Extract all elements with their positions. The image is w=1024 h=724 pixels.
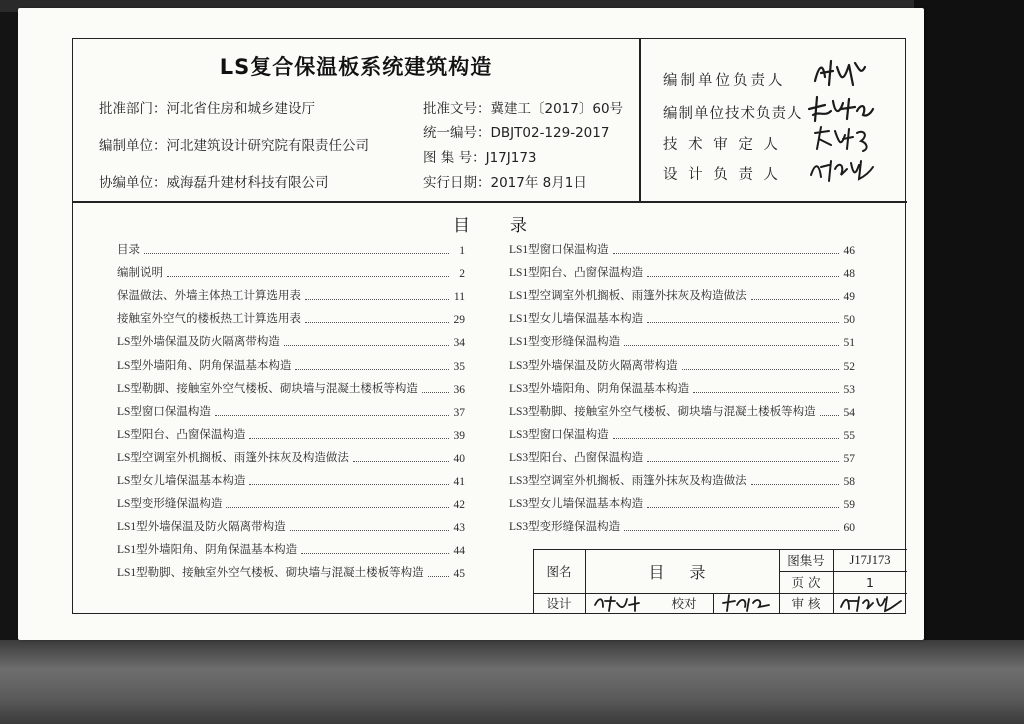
toc-entry-page: 48 xyxy=(843,268,855,281)
page-number-value: 1 xyxy=(866,574,874,590)
toc-entry-page: 41 xyxy=(453,476,465,488)
toc-leader-dots xyxy=(624,345,839,346)
handwritten-signature xyxy=(807,155,877,185)
toc-entry-page: 50 xyxy=(843,314,855,327)
toc-entry-page: 60 xyxy=(843,522,855,535)
scan-background-bottom xyxy=(0,640,1024,724)
handwritten-signature xyxy=(811,123,873,155)
toc-entry xyxy=(117,518,465,534)
toc-entry xyxy=(509,518,855,534)
toc-entry xyxy=(509,310,855,326)
toc-leader-dots xyxy=(820,415,839,416)
toc-entry xyxy=(117,495,465,511)
signature-label: 编制单位技术负责人 xyxy=(663,106,803,122)
toc-leader-dots xyxy=(693,392,839,393)
toc-entry-page: 43 xyxy=(453,522,465,535)
check-label: 校对 xyxy=(671,596,697,611)
atlas-number-label: 图集号 xyxy=(787,553,825,568)
toc-entry-title: LS型女儿墙保温基本构造 xyxy=(117,475,246,487)
atlas-number-value: J17J173 xyxy=(849,552,891,567)
toc-entry-title: LS3型变形缝保温构造 xyxy=(509,521,621,534)
toc-entry-title: 接触室外空气的楼板热工计算选用表 xyxy=(117,313,301,326)
toc-entry-page: 52 xyxy=(843,360,855,373)
toc-entry xyxy=(509,426,855,442)
drawing-name-value: 目 录 xyxy=(648,562,716,582)
approval-document-number: 批准文号：冀建工〔2017〕60号 xyxy=(423,101,624,117)
toc-entry xyxy=(117,426,465,442)
toc-entry xyxy=(509,380,855,396)
signature-divider xyxy=(639,39,641,201)
toc-entry-title: LS1型外墙保温及防火隔离带构造 xyxy=(117,521,286,534)
toc-entry-page: 40 xyxy=(453,452,465,465)
toc-leader-dots xyxy=(305,322,449,323)
approval-department: 批准部门：河北省住房和城乡建设厅 xyxy=(99,101,315,117)
toc-leader-dots xyxy=(249,438,449,439)
toc-entry xyxy=(117,241,465,257)
toc-entry-title: 编制说明 xyxy=(117,267,163,280)
toc-entry-page: 42 xyxy=(453,499,465,512)
title-block xyxy=(533,549,907,613)
toc-entry-page: 57 xyxy=(843,452,855,465)
toc-entry-page: 46 xyxy=(843,245,855,257)
toc-entry-title: LS型外墙保温及防火隔离带构造 xyxy=(117,336,280,349)
toc-entry-page: 11 xyxy=(453,291,465,304)
toc-entry-page: 2 xyxy=(459,268,465,281)
toc-entry xyxy=(117,333,465,349)
toc-entry-title: LS1型女儿墙保温基本构造 xyxy=(509,313,644,326)
toc-leader-dots xyxy=(751,299,839,300)
toc-entry xyxy=(509,241,855,257)
toc-leader-dots xyxy=(301,553,449,554)
toc-leader-dots xyxy=(613,438,839,439)
toc-entry xyxy=(509,333,855,349)
drawing-name-label: 图名 xyxy=(546,564,572,579)
review-label: 审 核 xyxy=(791,596,821,611)
toc-entry-title: LS3型阳台、凸窗保温构造 xyxy=(509,451,644,464)
signature-label: 编制单位负责人 xyxy=(663,73,786,89)
toc-entry-page: 51 xyxy=(843,337,855,350)
toc-leader-dots xyxy=(647,276,839,277)
toc-entry-title: LS1型勒脚、接触室外空气楼板、砌块墙与混凝土楼板等构造 xyxy=(117,567,424,580)
toc-leader-dots xyxy=(167,276,449,277)
toc-entry xyxy=(117,310,465,326)
toc-entry-title: LS3型女儿墙保温基本构造 xyxy=(509,498,644,511)
toc-leader-dots xyxy=(284,345,449,346)
toc-entry-title: LS3型外墙阳角、阴角保温基本构造 xyxy=(509,382,690,395)
scan-background-right xyxy=(914,0,1024,724)
toc-entry xyxy=(117,541,465,557)
toc-entry-title: LS3型空调室外机搁板、雨篷外抹灰及构造做法 xyxy=(509,475,747,487)
document-title: LS复合保温板系统建筑构造 xyxy=(219,55,493,79)
toc-entry-page: 58 xyxy=(843,476,855,488)
signature-label: 设 计 负 责 人 xyxy=(663,167,781,183)
toc-entry-page: 54 xyxy=(843,406,855,419)
toc-heading: 目录 xyxy=(453,216,567,236)
toc-leader-dots xyxy=(353,461,449,462)
toc-entry-page: 49 xyxy=(843,291,855,304)
toc-leader-dots xyxy=(647,322,839,323)
toc-entry-title: LS型外墙阳角、阴角保温基本构造 xyxy=(117,359,292,372)
toc-entry xyxy=(117,287,465,303)
toc-leader-dots xyxy=(647,507,839,508)
handwritten-signature xyxy=(719,593,777,613)
toc-leader-dots xyxy=(751,484,839,485)
handwritten-signature xyxy=(805,91,877,125)
toc-leader-dots xyxy=(613,253,839,254)
handwritten-signature xyxy=(809,55,869,91)
toc-entry-title: LS1型外墙阳角、阴角保温基本构造 xyxy=(117,544,298,557)
toc-entry xyxy=(509,287,855,303)
toc-entry-title: LS1型空调室外机搁板、雨篷外抹灰及构造做法 xyxy=(509,290,747,303)
design-label: 设计 xyxy=(546,596,572,611)
toc-entry-page: 1 xyxy=(459,245,465,257)
header-divider xyxy=(73,201,907,203)
page-number-label: 页 次 xyxy=(791,575,821,590)
toc-entry-page: 44 xyxy=(453,545,465,558)
toc-entry xyxy=(509,264,855,280)
toc-entry-title: LS3型外墙保温及防火隔离带构造 xyxy=(509,359,678,372)
toc-entry xyxy=(509,495,855,511)
toc-entry xyxy=(117,380,465,396)
toc-entry xyxy=(117,472,465,488)
assist-unit: 协编单位：威海磊升建材科技有限公司 xyxy=(99,175,329,191)
toc-entry-title: LS3型勒脚、接触室外空气楼板、砌块墙与混凝土楼板等构造 xyxy=(509,405,816,418)
toc-entry-page: 36 xyxy=(453,383,465,396)
toc-entry-page: 59 xyxy=(843,499,855,512)
toc-entry xyxy=(509,449,855,465)
handwritten-signature xyxy=(591,593,651,613)
title-block-line xyxy=(713,593,714,613)
toc-leader-dots xyxy=(422,392,449,393)
toc-entry-title: LS1型阳台、凸窗保温构造 xyxy=(509,267,644,280)
toc-entry-title: LS1型窗口保温构造 xyxy=(509,244,609,256)
toc-entry xyxy=(117,449,465,465)
toc-entry xyxy=(117,403,465,419)
toc-entry-page: 53 xyxy=(843,383,855,396)
toc-entry-title: LS型窗口保温构造 xyxy=(117,405,211,418)
toc-entry-title: LS3型窗口保温构造 xyxy=(509,428,609,441)
toc-entry-title: 保温做法、外墙主体热工计算选用表 xyxy=(117,290,301,303)
toc-entry-page: 39 xyxy=(453,429,465,442)
toc-entry-title: 目录 xyxy=(117,244,140,256)
toc-entry xyxy=(117,564,465,580)
toc-entry-page: 29 xyxy=(453,314,465,327)
toc-leader-dots xyxy=(215,415,449,416)
toc-entry-page: 34 xyxy=(453,337,465,350)
toc-entry-title: LS型变形缝保温构造 xyxy=(117,498,223,511)
atlas-number: 图 集 号：J17J173 xyxy=(423,150,537,166)
toc-leader-dots xyxy=(249,484,449,485)
unified-number: 统一编号：DBJT02-129-2017 xyxy=(423,125,610,141)
toc-entry-page: 55 xyxy=(843,429,855,442)
toc-leader-dots xyxy=(624,530,839,531)
toc-entry-title: LS型勒脚、接触室外空气楼板、砌块墙与混凝土楼板等构造 xyxy=(117,382,418,395)
toc-entry-page: 45 xyxy=(453,568,465,581)
toc-entry-page: 35 xyxy=(453,360,465,373)
handwritten-signature xyxy=(837,593,905,613)
toc-entry-page: 37 xyxy=(453,406,465,419)
toc-entry xyxy=(509,472,855,488)
toc-entry xyxy=(509,403,855,419)
toc-entry xyxy=(117,264,465,280)
toc-leader-dots xyxy=(226,507,449,508)
effective-date: 实行日期：2017年 8月1日 xyxy=(423,175,587,191)
toc-leader-dots xyxy=(290,530,449,531)
toc-entry-title: LS型阳台、凸窗保温构造 xyxy=(117,428,246,441)
scanned-page xyxy=(18,8,924,640)
toc-leader-dots xyxy=(295,369,449,370)
toc-leader-dots xyxy=(647,461,839,462)
toc-entry xyxy=(509,357,855,373)
toc-leader-dots xyxy=(428,576,449,577)
compile-unit: 编制单位：河北建筑设计研究院有限责任公司 xyxy=(99,138,369,154)
toc-leader-dots xyxy=(144,253,449,254)
toc-entry-title: LS1型变形缝保温构造 xyxy=(509,336,621,349)
toc-leader-dots xyxy=(305,299,449,300)
toc-entry xyxy=(117,357,465,373)
signature-label: 技 术 审 定 人 xyxy=(663,137,781,153)
toc-leader-dots xyxy=(682,369,839,370)
drawing-frame xyxy=(72,38,906,614)
toc-entry-title: LS型空调室外机搁板、雨篷外抹灰及构造做法 xyxy=(117,451,349,464)
